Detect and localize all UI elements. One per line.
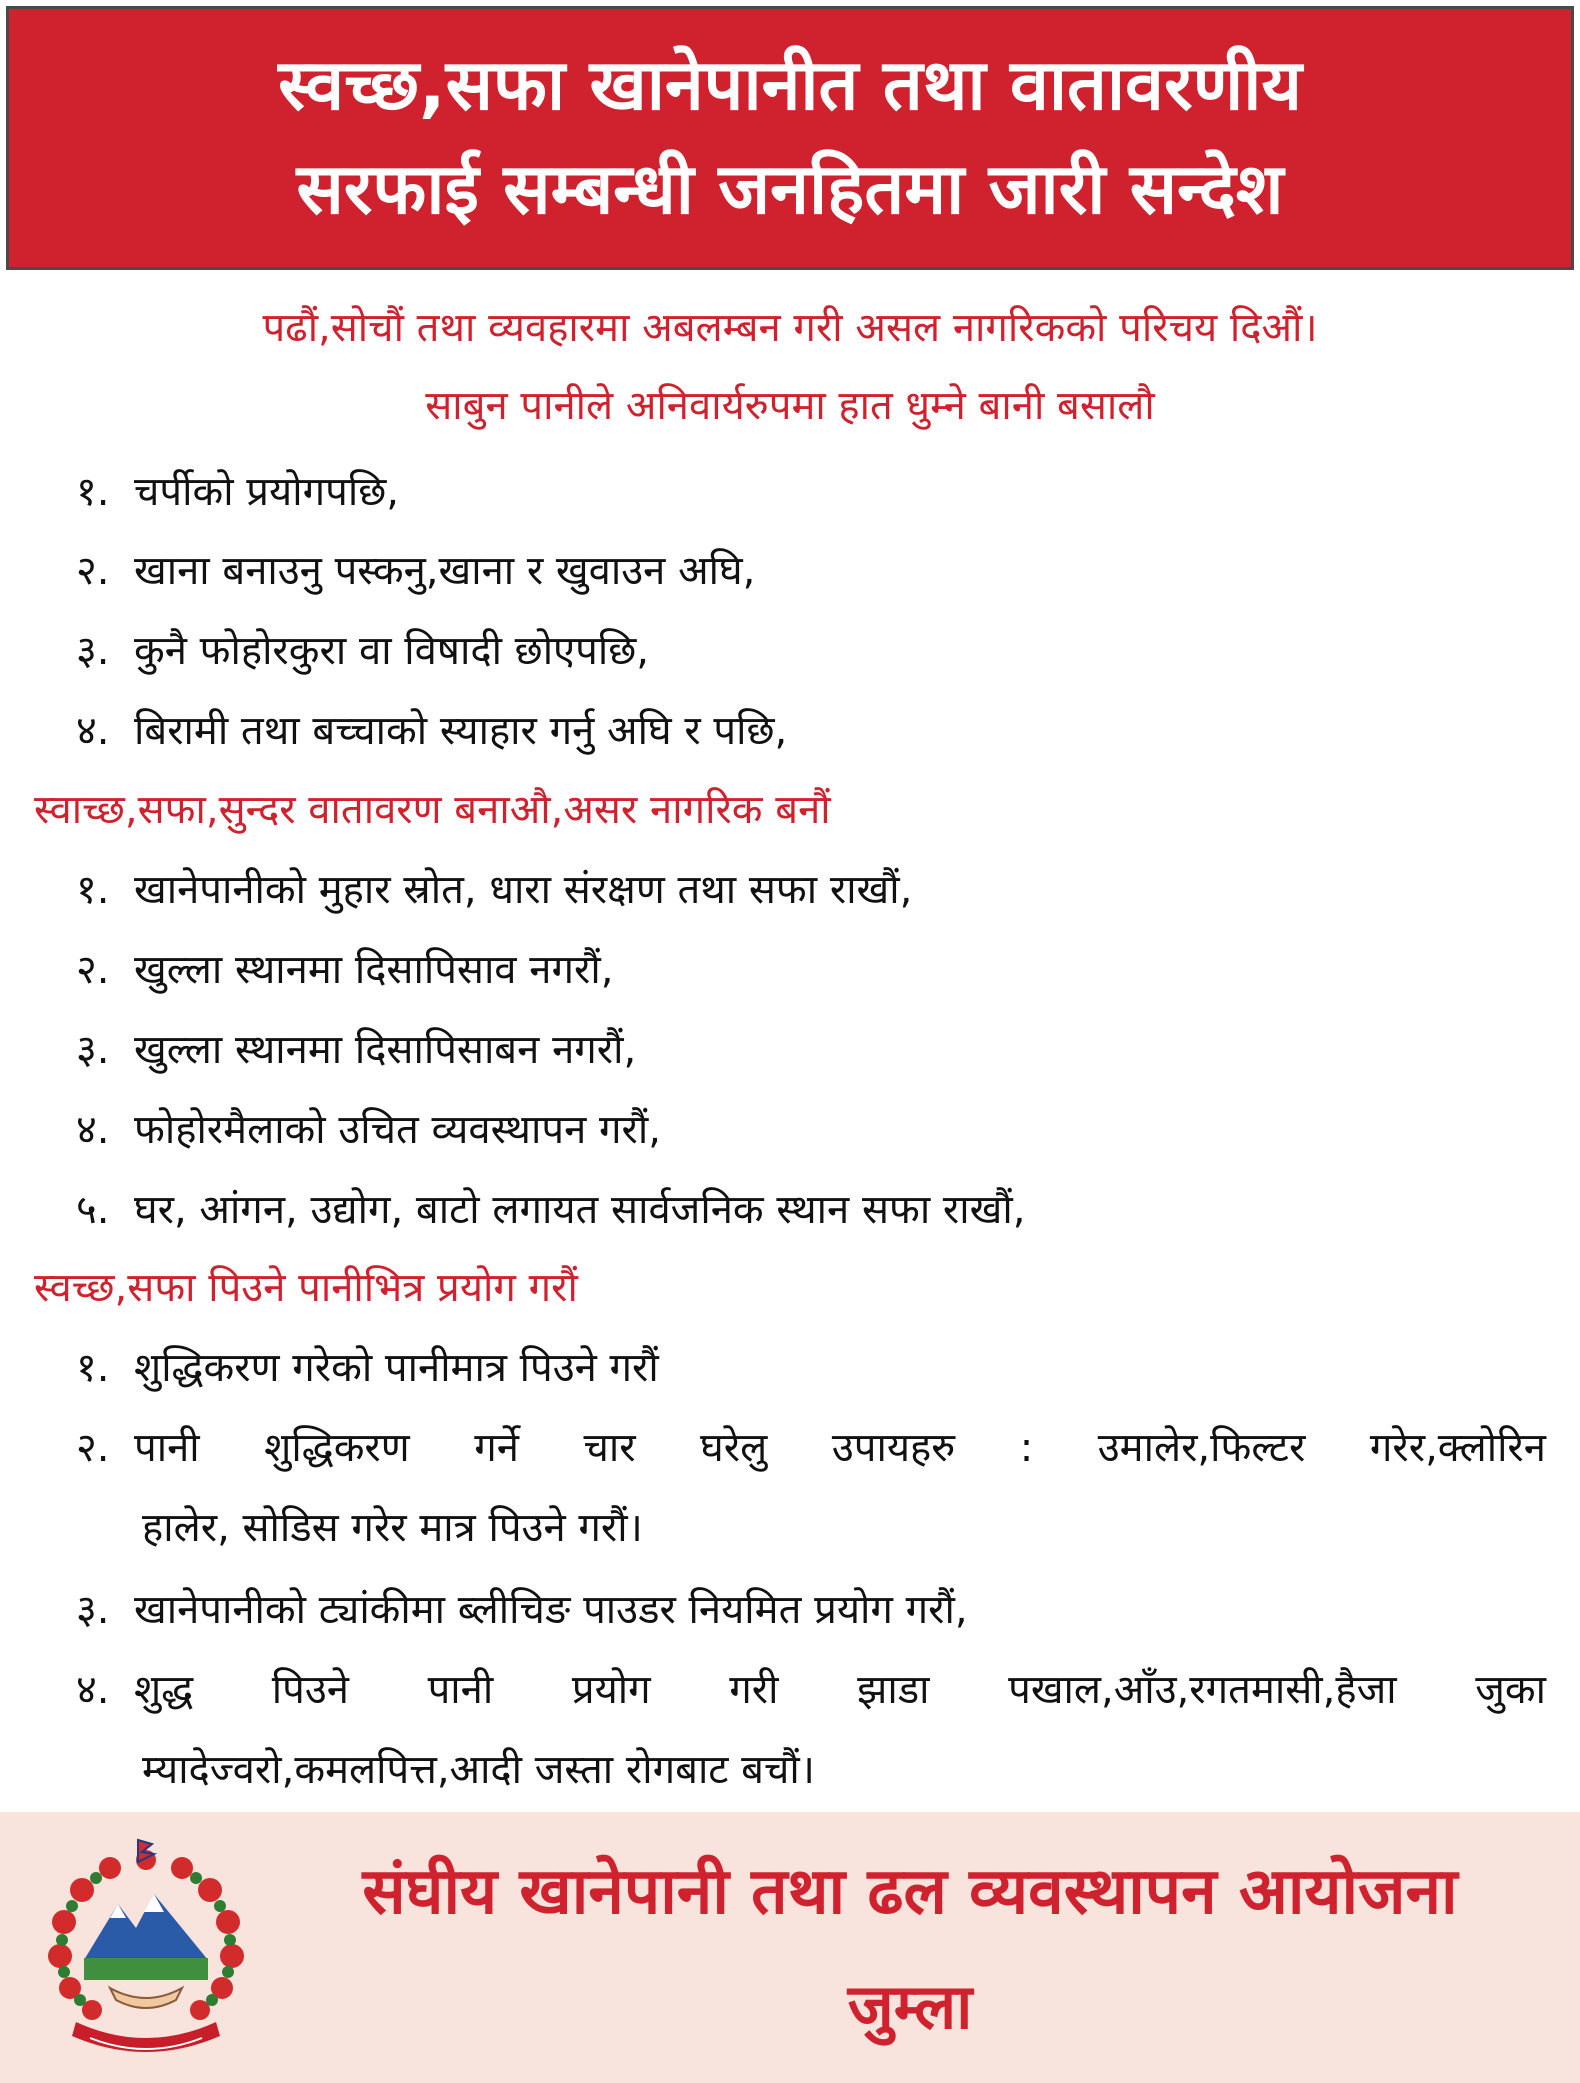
item-text: घर, आंगन, उद्योग, बाटो लगायत सार्वजनिक स्थान सफा राखौं,	[134, 1187, 1026, 1233]
water-item	[76, 1342, 659, 1394]
organization-name: संघीय खानेपानी तथा ढल व्यवस्थापन आयोजना	[362, 1855, 1458, 1929]
item-number: ४.	[76, 1667, 110, 1713]
organization-location: जुम्ला	[847, 1970, 973, 2043]
water-item	[76, 1664, 1546, 1796]
item-number: ४.	[76, 1107, 110, 1153]
item-number: २.	[76, 548, 110, 594]
item-number: १.	[76, 1345, 110, 1391]
item-number: ३.	[76, 1587, 110, 1633]
intro-line-2: साबुन पानीले अनिवार्यरुपमा हात धुम्ने बानी बसालौ	[425, 383, 1155, 429]
environment-item	[76, 1104, 661, 1156]
item-text-line-1: पानी शुद्धिकरण गर्ने चार घरेलु उपायहरु : उमालेर,फिल्टर गरेर,क्लोरिन	[134, 1425, 1546, 1471]
environment-item	[76, 864, 912, 916]
item-number: ३.	[76, 628, 110, 674]
nepal-government-emblem-icon	[36, 1832, 256, 2052]
item-text: खानेपानीको मुहार स्रोत, धारा संरक्षण तथा सफा राखौं,	[134, 867, 913, 913]
section-heading-environment: स्वाच्छ,सफा,सुन्दर वातावरण बनाऔ,असर नागरिक बनौं	[34, 787, 831, 833]
handwash-item	[76, 705, 787, 757]
item-number: १.	[76, 867, 110, 913]
intro-line-1: पढौं,सोचौं तथा व्यवहारमा अबलम्बन गरी असल नागरिकको परिचय दिऔं।	[262, 305, 1318, 351]
environment-item	[76, 1024, 636, 1076]
item-text: शुद्धिकरण गरेको पानीमात्र पिउने गरौं	[134, 1345, 659, 1391]
header-banner	[6, 6, 1574, 270]
item-text-line-1: शुद्ध पिउने पानी प्रयोग गरी झाडा पखाल,आँउ,रगतमासी,हैजा जुका	[134, 1667, 1546, 1713]
section-heading-drinking-water: स्वच्छ,सफा पिउने पानीभित्र प्रयोग गरौं	[34, 1265, 578, 1311]
header-title-line-1: स्वच्छ,सफा खानेपानीत तथा वातावरणीय	[278, 44, 1302, 126]
item-number: २.	[76, 1425, 110, 1471]
footer-banner	[0, 1812, 1580, 2083]
item-text: कुनै फोहोरकुरा वा विषादी छोएपछि,	[134, 628, 650, 674]
item-text: खुल्ला स्थानमा दिसापिसाबन नगरौं,	[134, 1027, 637, 1073]
item-text: बिरामी तथा बच्चाको स्याहार गर्नु अघि र पछि,	[134, 708, 788, 754]
item-text: खुल्ला स्थानमा दिसापिसाव नगरौं,	[134, 947, 614, 993]
header-title-line-2: सरफाई सम्बन्धी जनहितमा जारी सन्देश	[296, 148, 1284, 230]
environment-item	[76, 1184, 1025, 1236]
item-text-line-2: हालेर, सोडिस गरेर मात्र पिउने गरौं।	[142, 1505, 643, 1551]
item-text-line-2: म्यादेज्वरो,कमलपित्त,आदी जस्ता रोगबाट बचौं।	[142, 1747, 815, 1793]
handwash-item	[76, 466, 399, 518]
item-text: खानेपानीको ट्यांकीमा ब्लीचिङ पाउडर नियमित प्रयोग गरौं,	[134, 1587, 968, 1633]
item-number: ३.	[76, 1027, 110, 1073]
item-number: ५.	[76, 1187, 110, 1233]
water-item	[76, 1422, 1546, 1554]
water-item	[76, 1584, 968, 1636]
item-number: २.	[76, 947, 110, 993]
item-number: १.	[76, 469, 110, 515]
environment-item	[76, 944, 613, 996]
item-text: खाना बनाउनु पस्कनु,खाना र खुवाउन अघि,	[134, 548, 756, 594]
handwash-item	[76, 545, 755, 597]
item-text: फोहोरमैलाको उचित व्यवस्थापन गरौं,	[134, 1107, 661, 1153]
handwash-item	[76, 625, 649, 677]
item-number: ४.	[76, 708, 110, 754]
item-text: चर्पीको प्रयोगपछि,	[134, 469, 399, 515]
